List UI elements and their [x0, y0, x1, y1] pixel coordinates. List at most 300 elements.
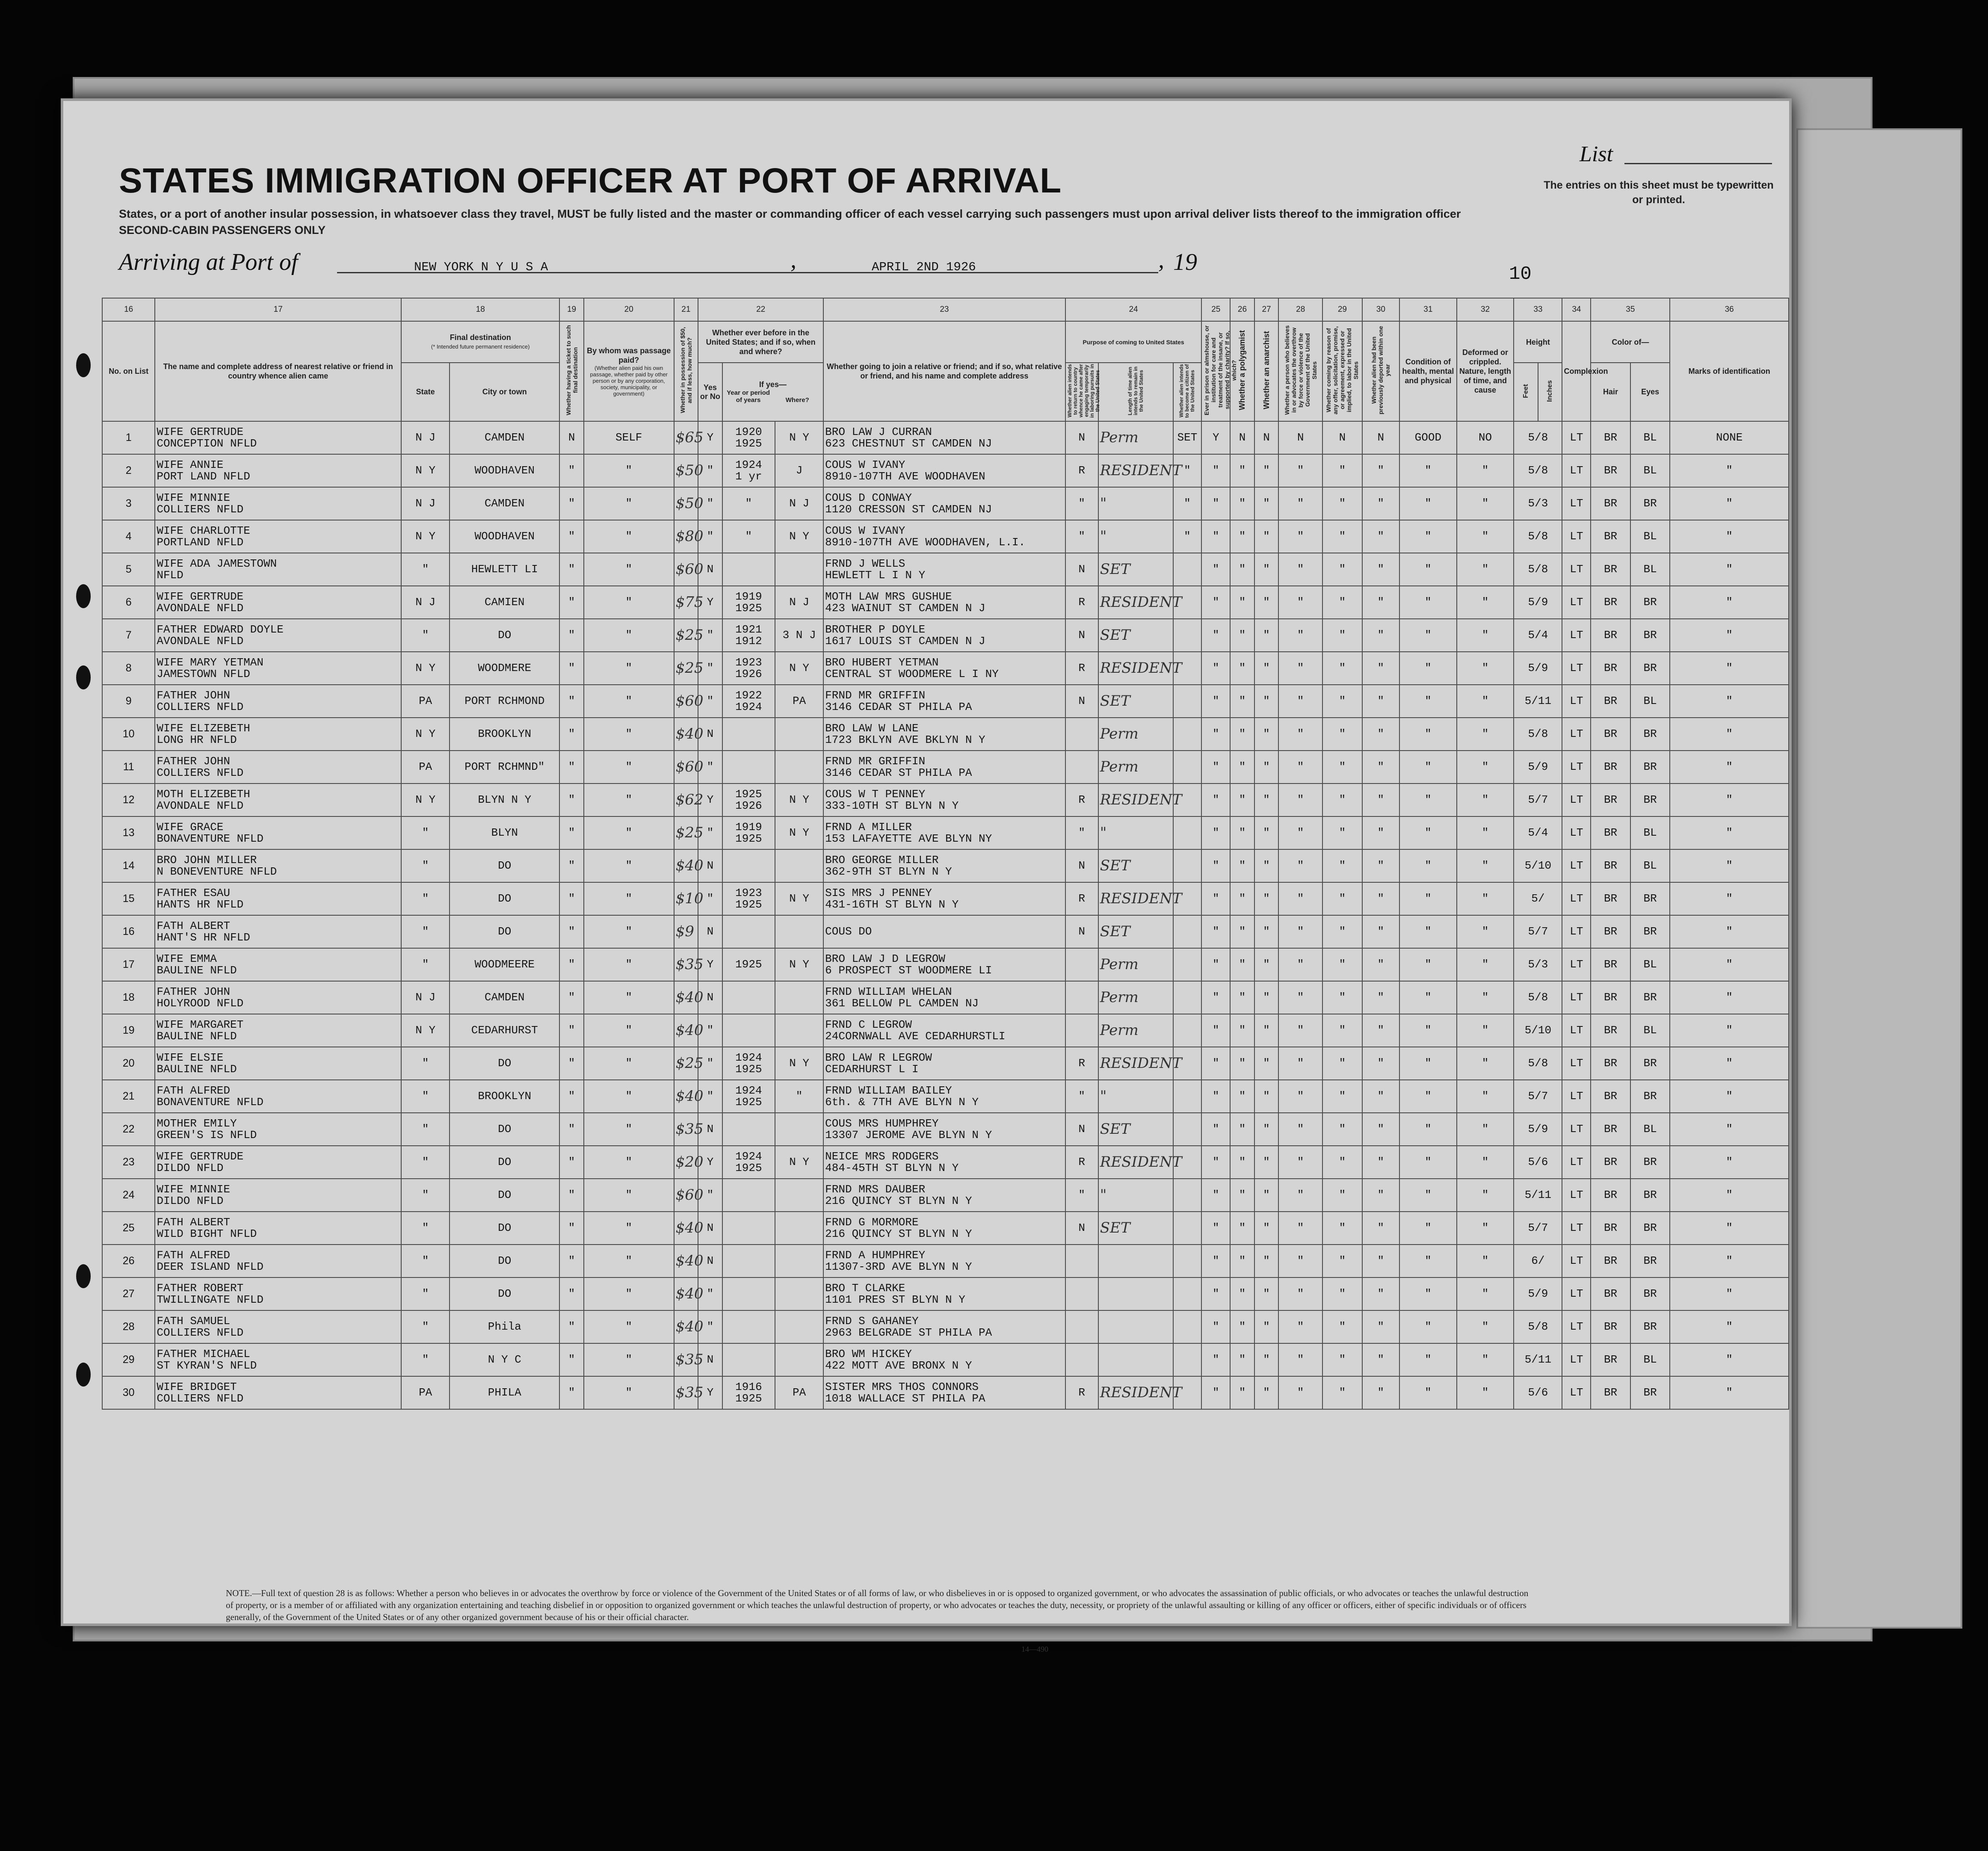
c30-cell: "	[1362, 1146, 1399, 1179]
height-cell: 5/8	[1514, 718, 1562, 751]
c29-cell: "	[1322, 948, 1362, 981]
c25-cell: "	[1201, 652, 1230, 685]
joining-cell-line1: BRO LAW R LEGROW	[825, 1051, 932, 1064]
been-before-cell: "	[698, 520, 722, 553]
c29-cell: "	[1322, 1014, 1362, 1047]
purpose-c-cell	[1173, 1212, 1202, 1245]
list-number: 29	[102, 1343, 155, 1376]
c25-cell: "	[1201, 1343, 1230, 1376]
c27-cell: "	[1254, 1047, 1279, 1080]
purpose-b-cell: RESIDENT	[1098, 652, 1173, 685]
height-cell: 5/7	[1514, 915, 1562, 948]
relative-address-line1: FATH SAMUEL	[157, 1314, 231, 1328]
eyes-cell: BL	[1630, 520, 1670, 553]
c26-cell: "	[1230, 718, 1254, 751]
year-period-cell	[722, 1343, 775, 1376]
list-number: 12	[102, 784, 155, 816]
where-cell: "	[775, 1080, 823, 1113]
eyes-cell: BR	[1630, 652, 1670, 685]
joining-cell-line1: FRND C LEGROW	[825, 1018, 912, 1031]
relative-address-line1: FATHER JOHN	[157, 985, 231, 998]
purpose-b-cell	[1098, 1277, 1173, 1310]
joining-cell-line2: 423 WAINUT ST CAMDEN N J	[825, 601, 985, 615]
health-cell: "	[1399, 882, 1457, 915]
health-cell: "	[1399, 454, 1457, 487]
relative-address	[155, 1277, 401, 1310]
c29-cell: "	[1322, 1047, 1362, 1080]
ticket-cell: "	[559, 882, 584, 915]
hair-cell: BR	[1591, 948, 1630, 981]
c26-cell: "	[1230, 1179, 1254, 1212]
c25-cell: "	[1201, 1376, 1230, 1409]
state-cell: PA	[401, 685, 450, 718]
c28-cell: "	[1278, 553, 1322, 586]
complexion-cell: LT	[1562, 1179, 1591, 1212]
health-cell: "	[1399, 586, 1457, 619]
purpose-b-cell: Perm	[1098, 718, 1173, 751]
joining-cell-line1: BRO LAW W LANE	[825, 721, 919, 735]
purpose-b-cell: RESIDENT	[1098, 586, 1173, 619]
been-before-cell: "	[698, 816, 722, 849]
ticket-cell: "	[559, 454, 584, 487]
state-cell: N J	[401, 586, 450, 619]
table-row	[102, 1277, 1789, 1310]
table-row	[102, 619, 1789, 652]
table-row	[102, 421, 1789, 454]
c30-cell: "	[1362, 487, 1399, 520]
relative-address	[155, 1179, 401, 1212]
c25-cell: "	[1201, 882, 1230, 915]
passage-paid-cell: "	[584, 1277, 674, 1310]
c29-cell: "	[1322, 1113, 1362, 1146]
underlying-sheet-edge	[1796, 128, 1962, 1629]
health-cell: "	[1399, 1146, 1457, 1179]
relative-address-line1: WIFE MINNIE	[157, 1183, 231, 1196]
relative-address	[155, 553, 401, 586]
eyes-cell: BR	[1630, 915, 1670, 948]
been-before-cell: "	[698, 1047, 722, 1080]
hair-cell: BR	[1591, 685, 1630, 718]
ticket-cell: "	[559, 1146, 584, 1179]
c30-cell: "	[1362, 915, 1399, 948]
state-cell: "	[401, 882, 450, 915]
been-before-cell: Y	[698, 1146, 722, 1179]
year-period-cell	[722, 520, 775, 553]
complexion-cell: LT	[1562, 1113, 1591, 1146]
c28-cell: "	[1278, 520, 1322, 553]
relative-address	[155, 948, 401, 981]
header-final-destination	[401, 321, 559, 363]
joining-cell-line1: COUS MRS HUMPHREY	[825, 1117, 939, 1130]
health-cell: "	[1399, 487, 1457, 520]
purpose-c-cell	[1173, 1179, 1202, 1212]
city-cell: DO	[450, 1113, 559, 1146]
c30-cell: "	[1362, 1113, 1399, 1146]
list-number: 19	[102, 1014, 155, 1047]
health-cell: "	[1399, 1376, 1457, 1409]
state-cell: "	[401, 849, 450, 882]
c27-cell: "	[1254, 882, 1279, 915]
joining-cell-line1: FRND WILLIAM BAILEY	[825, 1084, 952, 1097]
c29-cell: "	[1322, 619, 1362, 652]
c27-cell: "	[1254, 1310, 1279, 1343]
eyes-cell: BL	[1630, 1113, 1670, 1146]
c26-cell: "	[1230, 1047, 1254, 1080]
marks-cell: "	[1670, 915, 1789, 948]
deformed-cell: "	[1457, 487, 1514, 520]
ticket-cell: "	[559, 619, 584, 652]
joining-cell-line1: COUS DO	[825, 925, 872, 938]
ticket-cell: "	[559, 1113, 584, 1146]
relative-address-line2: N BONEVENTURE NFLD	[157, 865, 277, 878]
purpose-b-cell: Perm	[1098, 981, 1173, 1014]
relative-address-line2: DILDO NFLD	[157, 1194, 224, 1207]
c25-cell: "	[1201, 784, 1230, 816]
joining-cell-line2: 1617 LOUIS ST CAMDEN N J	[825, 634, 985, 648]
c25-cell: "	[1201, 685, 1230, 718]
purpose-c-cell	[1173, 915, 1202, 948]
purpose-a-cell: N	[1065, 849, 1098, 882]
c30-cell: "	[1362, 454, 1399, 487]
joining-cell-line2: 6th. & 7TH AVE BLYN N Y	[825, 1095, 979, 1109]
purpose-a-cell: R	[1065, 1047, 1098, 1080]
health-cell: "	[1399, 784, 1457, 816]
year-period-cell-line1: 1924	[735, 458, 762, 471]
where-cell	[775, 1014, 823, 1047]
c30-cell: "	[1362, 1277, 1399, 1310]
complexion-cell: LT	[1562, 718, 1591, 751]
complexion-cell: LT	[1562, 1080, 1591, 1113]
c29-cell: "	[1322, 1277, 1362, 1310]
year-period-cell-line2: 1926	[735, 667, 762, 680]
purpose-c-cell	[1173, 553, 1202, 586]
list-number: 11	[102, 751, 155, 784]
purpose-b-cell: SET	[1098, 1212, 1173, 1245]
passage-paid-cell: "	[584, 915, 674, 948]
relative-address-line1: WIFE EMMA	[157, 952, 217, 965]
c30-cell: "	[1362, 553, 1399, 586]
year-period-label: Year or period of years	[727, 389, 770, 404]
ticket-cell: "	[559, 981, 584, 1014]
c30-cell: "	[1362, 1179, 1399, 1212]
passage-paid-cell: "	[584, 685, 674, 718]
c30-cell: "	[1362, 1376, 1399, 1409]
joining-cell-line2: 11307-3RD AVE BLYN N Y	[825, 1260, 972, 1273]
c29-cell: "	[1322, 1343, 1362, 1376]
relative-address-line2: HANT'S HR NFLD	[157, 931, 250, 944]
c27-cell: "	[1254, 948, 1279, 981]
c27-cell: "	[1254, 1014, 1279, 1047]
table-row	[102, 1014, 1789, 1047]
c27-cell: "	[1254, 1376, 1279, 1409]
purpose-b-cell: RESIDENT	[1098, 1047, 1173, 1080]
ticket-cell: "	[559, 487, 584, 520]
c29-cell: "	[1322, 784, 1362, 816]
c28-cell: "	[1278, 1343, 1322, 1376]
eyes-cell: BR	[1630, 1080, 1670, 1113]
class-line: SECOND-CABIN PASSENGERS ONLY	[119, 224, 326, 237]
height-cell: 5/6	[1514, 1146, 1562, 1179]
joining-cell-line2: 422 MOTT AVE BRONX N Y	[825, 1359, 972, 1372]
deformed-cell: "	[1457, 915, 1514, 948]
table-row	[102, 784, 1789, 816]
purpose-b-cell: RESIDENT	[1098, 454, 1173, 487]
c25-cell: "	[1201, 751, 1230, 784]
list-number: 4	[102, 520, 155, 553]
c28-cell: "	[1278, 1310, 1322, 1343]
c27-cell: "	[1254, 915, 1279, 948]
eyes-cell: BR	[1630, 586, 1670, 619]
c30-cell: "	[1362, 1047, 1399, 1080]
c26-cell: "	[1230, 520, 1254, 553]
list-label: List	[1580, 142, 1613, 166]
year-period-cell-line2: 1924	[735, 700, 762, 713]
marks-cell: "	[1670, 553, 1789, 586]
c28-cell: "	[1278, 1212, 1322, 1245]
c28-cell: "	[1278, 1080, 1322, 1113]
where-cell: N Y	[775, 1146, 823, 1179]
c26-cell: "	[1230, 1014, 1254, 1047]
table-row	[102, 948, 1789, 981]
footnote: NOTE.—Full text of question 28 is as follows: Whether a person who believes in or advocates the overthrow by force or violence of the Government of the United States or of all forms of law, or who disbelieves in or is opposed to organized government, or who advocates the assassination of public officials, or who advocates or teaches the unlawful destruction of property, or is a member of or affiliated with any organization entertaining and teaching disbelief in or opposition to organized government or which teaches the unlawful destruction of property, or who advocates or teaches the duty, necessity, or propriety of the unlawful assaulting or killing of any officer or officers, either of specific individuals or of officers generally, of the Government of the United States or of any other organized government because of his or their official character.	[226, 1588, 1529, 1622]
c26-cell: "	[1230, 849, 1254, 882]
been-before-cell: N	[698, 981, 722, 1014]
relative-address-line2: COLLIERS NFLD	[157, 1392, 244, 1405]
relative-address-line2: NFLD	[157, 568, 183, 582]
c30-cell: "	[1362, 1245, 1399, 1277]
col27-label: Whether an anarchist	[1262, 331, 1271, 410]
complexion-cell: LT	[1562, 882, 1591, 915]
c28-cell: N	[1278, 421, 1322, 454]
complexion-cell: LT	[1562, 1376, 1591, 1409]
joining-cell	[823, 1014, 1065, 1047]
col25-label: Ever in prison or almshouse, or institution for care and treatment of the insane, or supported by charity? If so, which?	[1203, 325, 1238, 415]
col-number: 25	[1201, 298, 1230, 321]
state-cell: "	[401, 1113, 450, 1146]
eyes-cell: BR	[1630, 981, 1670, 1014]
health-cell: GOOD	[1399, 421, 1457, 454]
passage-paid-cell: "	[584, 718, 674, 751]
relative-address-line1: WIFE GERTRUDE	[157, 1150, 244, 1163]
purpose-c-cell	[1173, 1343, 1202, 1376]
c25-cell: "	[1201, 1245, 1230, 1277]
joining-cell-line1: BRO T CLARKE	[825, 1281, 905, 1295]
city-cell: WOODHAVEN	[450, 520, 559, 553]
table-row	[102, 1080, 1789, 1113]
health-cell: "	[1399, 981, 1457, 1014]
hair-cell: BR	[1591, 520, 1630, 553]
joining-cell-line2: 216 QUINCY ST BLYN N Y	[825, 1227, 972, 1240]
c25-cell: "	[1201, 915, 1230, 948]
c26-cell: "	[1230, 619, 1254, 652]
header-complexion: Complexion	[1562, 321, 1591, 421]
joining-cell-line1: SISTER MRS THOS CONNORS	[825, 1380, 979, 1393]
col-number: 19	[559, 298, 584, 321]
relative-address-line2: HOLYROOD NFLD	[157, 996, 244, 1010]
purpose-b-cell: SET	[1098, 553, 1173, 586]
relative-address	[155, 1113, 401, 1146]
c29-cell: "	[1322, 1080, 1362, 1113]
marks-cell: "	[1670, 1277, 1789, 1310]
joining-cell	[823, 421, 1065, 454]
punch-hole	[76, 1264, 91, 1288]
c30-cell: "	[1362, 1310, 1399, 1343]
deformed-cell: "	[1457, 1113, 1514, 1146]
passage-paid-cell: "	[584, 520, 674, 553]
relative-address-line1: MOTHER EMILY	[157, 1117, 237, 1130]
health-cell: "	[1399, 1343, 1457, 1376]
relative-address-line1: WIFE MARGARET	[157, 1018, 244, 1031]
relative-address-line2: LONG HR NFLD	[157, 733, 237, 746]
comma: ,	[1158, 247, 1164, 273]
city-cell: DO	[450, 1277, 559, 1310]
state-cell: "	[401, 948, 450, 981]
height-cell: 5/4	[1514, 816, 1562, 849]
where-cell	[775, 1245, 823, 1277]
deformed-cell: "	[1457, 1212, 1514, 1245]
c26-cell: "	[1230, 1245, 1254, 1277]
ticket-cell: "	[559, 751, 584, 784]
purpose-c-cell	[1173, 816, 1202, 849]
relative-address	[155, 718, 401, 751]
col-number: 22	[698, 298, 823, 321]
c25-cell: "	[1201, 454, 1230, 487]
joining-cell-line2: 1101 PRES ST BLYN N Y	[825, 1293, 965, 1306]
c29-cell: "	[1322, 849, 1362, 882]
height-cell: 5/11	[1514, 1343, 1562, 1376]
year-period-cell-line1: 1923	[735, 656, 762, 669]
joining-cell-line1: BRO LAW J CURRAN	[825, 425, 932, 438]
eyes-cell: BL	[1630, 948, 1670, 981]
c25-cell: "	[1201, 816, 1230, 849]
relative-address-line2: DILDO NFLD	[157, 1161, 224, 1174]
c27-cell: "	[1254, 553, 1279, 586]
marks-cell: "	[1670, 1212, 1789, 1245]
hair-cell: BR	[1591, 1047, 1630, 1080]
joining-cell-line2: 484-45TH ST BLYN N Y	[825, 1161, 959, 1174]
passage-label: By whom was passage paid?	[587, 346, 671, 364]
joining-cell	[823, 1343, 1065, 1376]
where-cell	[775, 915, 823, 948]
port-value: NEW YORK N Y U S A	[414, 260, 548, 274]
c29-cell: "	[1322, 718, 1362, 751]
year-period-cell	[722, 1146, 775, 1179]
c25-cell: "	[1201, 1014, 1230, 1047]
punch-hole	[76, 353, 91, 377]
marks-cell: "	[1670, 520, 1789, 553]
c25-cell: "	[1201, 849, 1230, 882]
relative-address-line1: FATH ALBERT	[157, 919, 231, 932]
city-cell: CAMIEN	[450, 586, 559, 619]
purpose-c-cell	[1173, 1080, 1202, 1113]
year-period-cell	[722, 718, 775, 751]
been-before-cell: N	[698, 1343, 722, 1376]
joining-cell	[823, 1179, 1065, 1212]
state-cell: PA	[401, 751, 450, 784]
c30-cell: "	[1362, 948, 1399, 981]
relative-address-line1: WIFE MINNIE	[157, 491, 231, 504]
header-purpose-a	[1065, 363, 1098, 421]
list-number: 5	[102, 553, 155, 586]
c30-cell: "	[1362, 718, 1399, 751]
state-cell: N Y	[401, 1014, 450, 1047]
punch-hole	[76, 665, 91, 689]
c26-cell: "	[1230, 1277, 1254, 1310]
list-number: 24	[102, 1179, 155, 1212]
state-cell: "	[401, 553, 450, 586]
where-cell	[775, 981, 823, 1014]
header-col25	[1201, 321, 1238, 421]
list-number: 10	[102, 718, 155, 751]
col-number: 30	[1362, 298, 1399, 321]
relative-address-line2: BAULINE NFLD	[157, 1062, 237, 1076]
height-cell: 5/6	[1514, 1376, 1562, 1409]
state-cell: "	[401, 1146, 450, 1179]
marks-cell: "	[1670, 487, 1789, 520]
c27-cell: "	[1254, 1080, 1279, 1113]
money-cell: $50	[674, 454, 698, 487]
city-cell: BLYN	[450, 816, 559, 849]
eyes-cell: BL	[1630, 553, 1670, 586]
relative-address	[155, 652, 401, 685]
c27-cell: "	[1254, 685, 1279, 718]
complexion-cell: LT	[1562, 421, 1591, 454]
year-period-cell-line1: 1921	[735, 623, 762, 636]
purpose-a-cell: "	[1065, 816, 1098, 849]
passenger-rows	[102, 421, 1789, 1409]
year-period-cell	[722, 619, 775, 652]
city-cell: DO	[450, 619, 559, 652]
marks-cell: "	[1670, 619, 1789, 652]
city-cell: HEWLETT LI	[450, 553, 559, 586]
passage-paid-cell: "	[584, 784, 674, 816]
c26-cell: "	[1230, 1343, 1254, 1376]
list-number: 26	[102, 1245, 155, 1277]
ticket-cell: "	[559, 520, 584, 553]
c29-cell: "	[1322, 520, 1362, 553]
money-cell: $40	[674, 1080, 698, 1113]
year-period-cell-line2: "	[745, 530, 752, 543]
ticket-cell: "	[559, 915, 584, 948]
year-period-cell-line2: 1925	[735, 958, 762, 971]
where-cell	[775, 1310, 823, 1343]
passage-paid-cell: "	[584, 1113, 674, 1146]
list-number: 17	[102, 948, 155, 981]
purpose-a-cell: R	[1065, 784, 1098, 816]
year-period-cell	[722, 849, 775, 882]
height-cell: 5/4	[1514, 619, 1562, 652]
joining-cell	[823, 619, 1065, 652]
health-cell: "	[1399, 816, 1457, 849]
ticket-cell: N	[559, 421, 584, 454]
header-yes-no: Yes or No	[698, 363, 722, 421]
c28-cell: "	[1278, 849, 1322, 882]
c28-cell: "	[1278, 718, 1322, 751]
relative-address-line2: COLLIERS NFLD	[157, 700, 244, 713]
purpose-b-cell	[1098, 1245, 1173, 1277]
purpose-a-label: Whether alien intends to return to country whence he came after engaging temporarily in laboring pursuits in the United States	[1066, 364, 1100, 418]
eyes-cell: BR	[1630, 1146, 1670, 1179]
city-cell: CAMDEN	[450, 487, 559, 520]
joining-cell-line2: 8910-107TH AVE WOODHAVEN	[825, 470, 985, 483]
header-no-on-list: No. on List	[102, 321, 155, 421]
health-cell: "	[1399, 1014, 1457, 1047]
relative-address	[155, 1376, 401, 1409]
joining-cell	[823, 784, 1065, 816]
hair-cell: BR	[1591, 487, 1630, 520]
c28-cell: "	[1278, 1179, 1322, 1212]
relative-address-line1: WIFE ELSIE	[157, 1051, 224, 1064]
